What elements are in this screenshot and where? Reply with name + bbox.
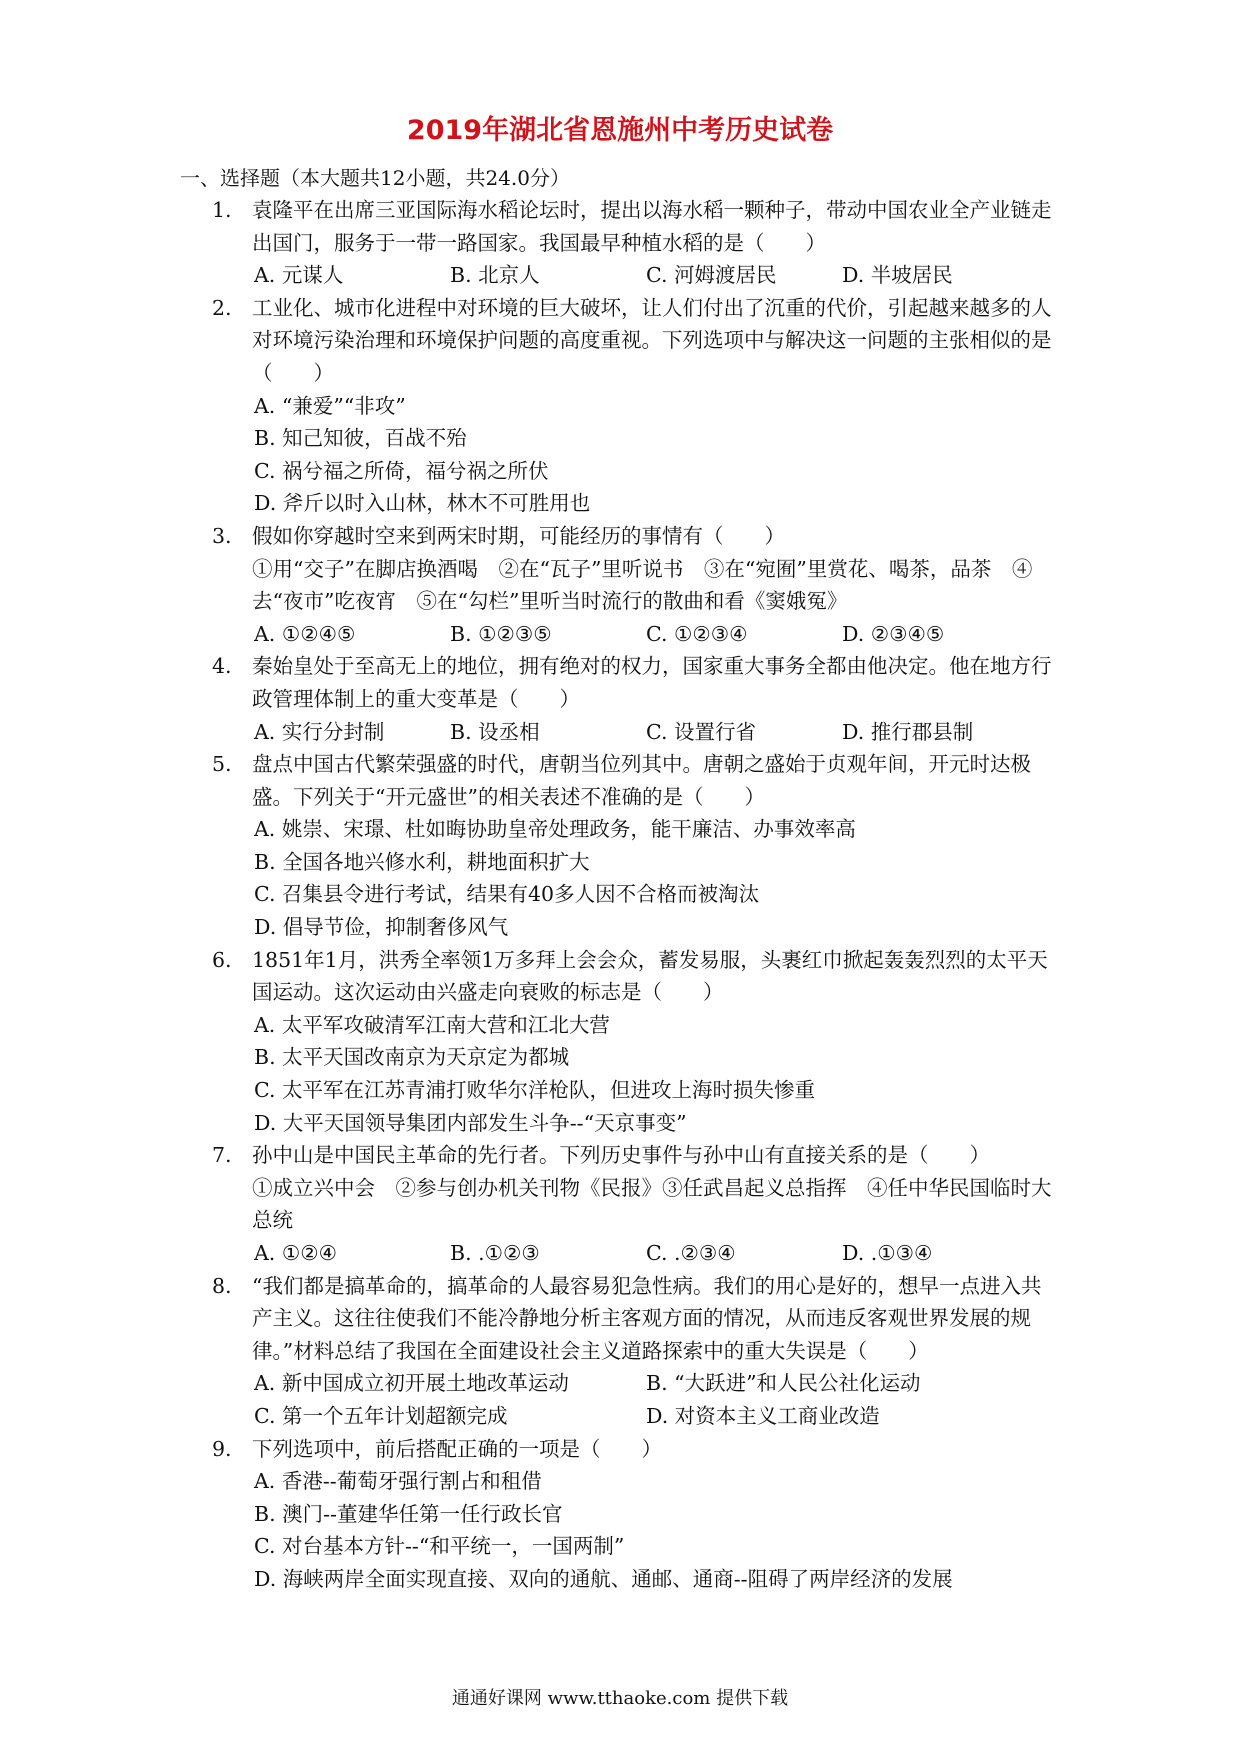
answer-option: A. 元谋人 (254, 263, 344, 288)
option-group (252, 1465, 1060, 1595)
section-heading: 一、选择题（本大题共12小题，共24.0分） (180, 166, 570, 190)
question-item (200, 944, 1060, 1140)
option-group (252, 1367, 1060, 1432)
answer-option: B. 设丞相 (450, 719, 540, 744)
option-group (252, 259, 1060, 292)
question-item (200, 1270, 1060, 1433)
question-stem: 下列选项中，前后搭配正确的一项是（ ） (252, 1436, 662, 1461)
answer-option: B. .①②③ (450, 1241, 540, 1265)
answer-option: D. 斧斤以时入山林，林木不可胜用也 (254, 491, 591, 516)
question-material: ①用“交子”在脚店换酒喝 ②在“瓦子”里听说书 ③在“宛囿”里赏花、喝茶，品茶 ④去“夜市”吃夜宵 ⑤在“勾栏”里听当时流行的散曲和看《窦娥冤》 (252, 556, 1033, 614)
answer-option: D. 半坡居民 (842, 263, 953, 288)
question-number: 3. (212, 523, 232, 548)
question-item (200, 748, 1060, 944)
answer-option: C. .②③④ (646, 1241, 736, 1265)
answer-option: A. ①②④⑤ (254, 621, 356, 646)
question-item (200, 1139, 1060, 1269)
question-number: 2. (212, 295, 232, 320)
question-number: 7. (212, 1143, 232, 1168)
question-number: 8. (212, 1273, 232, 1298)
question-item (200, 650, 1060, 748)
question-stem: 孙中山是中国民主革命的先行者。下列历史事件与孙中山有直接关系的是（ ） (252, 1143, 990, 1168)
answer-option: A. 香港--葡萄牙强行割占和租借 (254, 1469, 542, 1494)
question-number: 4. (212, 654, 232, 679)
question-number: 9. (212, 1436, 232, 1461)
question-material: ①成立兴中会 ②参与创办机关刊物《民报》③任武昌起义总指挥 ④任中华民国临时大总统 (252, 1175, 1052, 1233)
answer-option: C. ①②③④ (646, 621, 748, 646)
answer-option: C. 对台基本方针--“和平统一，一国两制” (254, 1534, 625, 1559)
question-number: 1. (212, 198, 232, 222)
answer-option: C. 河姆渡居民 (646, 263, 777, 288)
question-stem: 假如你穿越时空来到两宋时期，可能经历的事情有（ ） (252, 523, 785, 548)
option-group (252, 1009, 1060, 1139)
question-list (200, 194, 1060, 1596)
answer-option: D. .①③④ (842, 1241, 933, 1265)
option-group (252, 390, 1060, 520)
answer-option: B. 知己知彼，百战不殆 (254, 426, 467, 451)
option-group (252, 1237, 1060, 1270)
answer-option: D. 大平天国领导集团内部发生斗争--“天京事变” (254, 1110, 687, 1135)
answer-option: A. 新中国成立初开展土地改革运动 (254, 1371, 569, 1396)
question-item (200, 1433, 1060, 1596)
answer-option: C. 召集县令进行考试，结果有40多人因不合格而被淘汰 (254, 882, 760, 907)
answer-option: B. 澳门--董建华任第一任行政长官 (254, 1501, 563, 1526)
question-stem: 袁隆平在出席三亚国际海水稻论坛时，提出以海水稻一颗种子，带动中国农业全产业链走出国门，服务于一带一路国家。我国最早种植水稻的是（ ） (252, 198, 1052, 255)
answer-option: A. 太平军攻破清军江南大营和江北大营 (254, 1012, 610, 1037)
answer-option: A. ①②④ (254, 1241, 337, 1265)
answer-option: A. 实行分封制 (254, 719, 385, 744)
answer-option: B. 北京人 (450, 263, 540, 288)
answer-option: B. 太平天国改南京为天京定为都城 (254, 1045, 570, 1070)
question-item (200, 194, 1060, 292)
answer-option: C. 第一个五年计划超额完成 (254, 1403, 508, 1428)
option-group (252, 716, 1060, 749)
answer-option: D. 海峡两岸全面实现直接、双向的通航、通邮、通商--阻碍了两岸经济的发展 (254, 1566, 953, 1591)
answer-option: B. “大跃进”和人民公社化运动 (646, 1371, 921, 1396)
question-item (200, 520, 1060, 650)
page-title: 2019年湖北省恩施州中考历史试卷 (406, 115, 834, 146)
footer-text: 通通好课网 www.tthaoke.com 提供下载 (451, 1688, 789, 1709)
question-stem: 1851年1月，洪秀全率领1万多拜上会会众，蓄发易服，头裹红巾掀起轰轰烈烈的太平天国运动。这次运动由兴盛走向衰败的标志是（ ） (252, 947, 1048, 1005)
answer-option: D. 对资本主义工商业改造 (646, 1403, 880, 1428)
question-item (200, 292, 1060, 520)
option-group (252, 813, 1060, 943)
question-stem: 秦始皇处于至高无上的地位，拥有绝对的权力，国家重大事务全都由他决定。他在地方行政管理体制上的重大变革是（ ） (252, 654, 1052, 711)
answer-option: B. 全国各地兴修水利，耕地面积扩大 (254, 849, 590, 874)
answer-option: D. ②③④⑤ (842, 621, 945, 646)
answer-option: D. 倡导节俭，抑制奢侈风气 (254, 915, 509, 940)
option-group (252, 618, 1060, 651)
answer-option: A. 姚崇、宋璟、杜如晦协助皇帝处理政务，能干廉洁、办事效率高 (254, 817, 856, 842)
question-number: 5. (212, 752, 232, 777)
answer-option: C. 祸兮福之所倚，福兮祸之所伏 (254, 458, 549, 483)
answer-option: B. ①②③⑤ (450, 621, 552, 646)
question-number: 6. (212, 947, 232, 972)
question-stem: 盘点中国古代繁荣强盛的时代，唐朝当位列其中。唐朝之盛始于贞观年间，开元时达极盛。下列关于“开元盛世”的相关表述不准确的是（ ） (252, 752, 1031, 809)
question-stem: 工业化、城市化进程中对环境的巨大破坏，让人们付出了沉重的代价，引起越来越多的人对环境污染治理和环境保护问题的高度重视。下列选项中与解决这一问题的主张相似的是（ ） (252, 295, 1052, 385)
answer-option: C. 设置行省 (646, 719, 756, 744)
answer-option: D. 推行郡县制 (842, 719, 974, 744)
question-stem: “我们都是搞革命的，搞革命的人最容易犯急性病。我们的用心是好的，想早一点进入共产主义。这往往使我们不能冷静地分析主客观方面的情况，从而违反客观世界发展的规律。”材料总结了我国在全面建设社会主义道路探索中的重大失误是（ ） (252, 1273, 1042, 1363)
answer-option: A. “兼爱”“非攻” (254, 393, 406, 418)
answer-option: C. 太平军在江苏青浦打败华尔洋枪队，但进攻上海时损失惨重 (254, 1078, 815, 1103)
